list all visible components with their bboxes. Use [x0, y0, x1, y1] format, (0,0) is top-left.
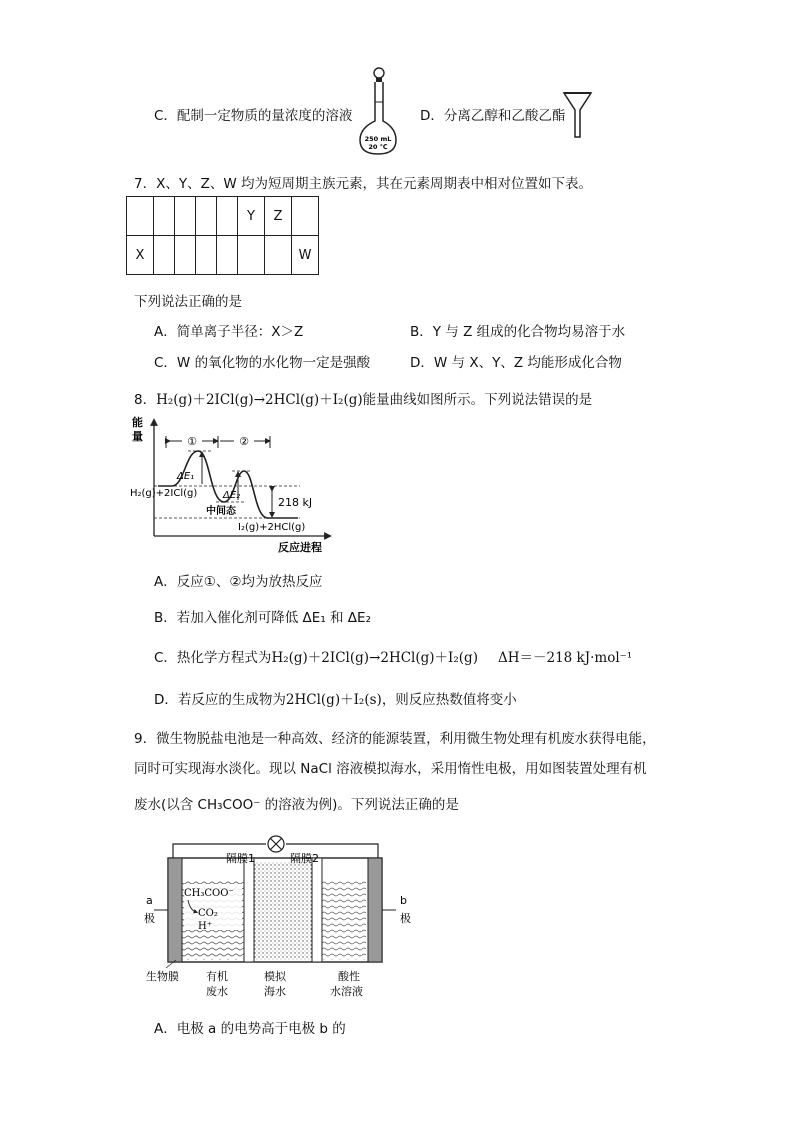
stage-1-label: ①: [187, 435, 197, 448]
seawater-label-2: 海水: [264, 985, 286, 998]
reactant-label: H₂(g)+2ICl(g): [130, 488, 198, 499]
q7-option-b: B．Y 与 Z 组成的化合物均易溶于水: [410, 324, 626, 340]
funnel-icon: [562, 90, 594, 140]
x-axis-label: 反应进程: [278, 541, 322, 554]
table-cell: [196, 197, 217, 236]
electrode-b: [368, 858, 382, 962]
electrode-b-label-1: b: [400, 894, 407, 907]
membrane-2: [312, 858, 322, 962]
electrode-a-label-1: a: [146, 894, 153, 907]
table-cell: [196, 236, 217, 275]
table-cell: [175, 236, 196, 275]
volumetric-flask-icon: [356, 66, 400, 156]
q9-line-3: 废水(以含 CH₃COO⁻ 的溶液为例)。下列说法正确的是: [134, 797, 459, 813]
q6-option-d: D．分离乙醇和乙酸乙酯: [420, 108, 566, 124]
species-co2: CO₂: [198, 908, 218, 919]
q8-option-d-text-2: ，则反应热数值将变小: [381, 692, 517, 708]
flask-label-volume: 250 mL: [364, 135, 392, 143]
q7-option-d: D．W 与 X、Y、Z 均能形成化合物: [410, 355, 622, 371]
q8-option-c-enthalpy: ΔH＝－218 kJ·mol⁻¹: [497, 650, 633, 666]
q6-option-c: C．配制一定物质的量浓度的溶液: [154, 108, 353, 124]
delta-e1-label: ΔE₁: [177, 471, 195, 482]
species-acetate: CH₃COO⁻: [184, 888, 234, 899]
table-cell: Z: [265, 197, 292, 236]
table-row: [127, 236, 319, 275]
q9-line-1: 9．微生物脱盐电池是一种高效、经济的能源装置，利用微生物处理有机废水获得电能，: [134, 731, 656, 747]
q8-option-c: [154, 646, 632, 666]
table-cell: X: [127, 236, 154, 275]
q8-stem: [134, 388, 592, 408]
q8-option-d-text-1: D．若反应的生成物为: [154, 692, 286, 708]
table-cell: [175, 197, 196, 236]
q8-option-a: A．反应①、②均为放热反应: [154, 574, 323, 590]
table-cell: [265, 236, 292, 275]
stage-2-label: ②: [239, 435, 249, 448]
energy-difference-label: 218 kJ: [278, 496, 313, 509]
table-row: [127, 197, 319, 236]
q9-line-2: 同时可实现海水淡化。现以 NaCl 溶液模拟海水，采用惰性电极，用如图装置处理有机: [134, 761, 647, 777]
product-label: I₂(g)+2HCl(g): [238, 522, 306, 533]
acid-label-1: 酸性: [338, 970, 360, 983]
q8-option-c-text: C．热化学方程式为: [154, 650, 272, 666]
electrode-a-label-2: 极: [144, 912, 155, 925]
q8-stem-rest: 能量曲线如图所示。下列说法错误的是: [362, 392, 593, 408]
table-cell: W: [292, 236, 319, 275]
delta-e2-label: ΔE₂: [223, 490, 241, 501]
desalination-cell-diagram: [138, 832, 428, 1002]
y-axis-label-2: 量: [132, 430, 143, 443]
q7-question: 下列说法正确的是: [134, 294, 242, 310]
periodic-table-fragment: [126, 196, 319, 275]
membrane-1: [244, 858, 254, 962]
q7-option-a: A．简单离子半径：X＞Z: [154, 324, 304, 340]
electrode-b-label-2: 极: [400, 912, 411, 925]
table-cell: [217, 236, 238, 275]
biofilm-label: 生物膜: [146, 970, 179, 983]
organic-label-2: 废水: [206, 985, 228, 998]
q8-option-d-equation: 2HCl(g)＋I₂(s): [285, 692, 382, 708]
electrode-a: [168, 858, 182, 962]
membrane-2-label: 隔膜2: [290, 852, 319, 865]
table-cell: [292, 197, 319, 236]
seawater-label-1: 模拟: [264, 970, 286, 983]
q8-equation: H₂(g)＋2ICl(g)→2HCl(g)＋I₂(g): [156, 392, 363, 408]
table-cell: [217, 197, 238, 236]
table-cell: Y: [238, 197, 265, 236]
membrane-1-label: 隔膜1: [226, 852, 255, 865]
q7-stem: 7．X、Y、Z、W 均为短周期主族元素，其在元素周期表中相对位置如下表。: [134, 176, 592, 192]
q8-option-d: [154, 688, 517, 708]
q8-option-c-equation: H₂(g)＋2ICl(g)→2HCl(g)＋I₂(g): [271, 650, 478, 666]
flask-label-temp: 20 ℃: [368, 143, 388, 151]
energy-profile-diagram: [128, 414, 338, 556]
q8-option-b: B．若加入催化剂可降低 ΔE₁ 和 ΔE₂: [154, 610, 371, 626]
q8-number: 8．: [134, 392, 157, 408]
y-axis-label-1: 能: [132, 416, 143, 429]
q7-option-c: C．W 的氧化物的水化物一定是强酸: [154, 355, 371, 371]
species-proton: H⁺: [198, 921, 212, 932]
intermediate-label: 中间态: [206, 506, 236, 517]
organic-label-1: 有机: [206, 970, 228, 983]
q9-option-a: A．电极 a 的电势高于电极 b 的: [154, 1021, 346, 1037]
table-cell: [127, 197, 154, 236]
table-cell: [154, 197, 175, 236]
table-cell: [154, 236, 175, 275]
table-cell: [238, 236, 265, 275]
acid-label-2: 水溶液: [330, 985, 363, 998]
